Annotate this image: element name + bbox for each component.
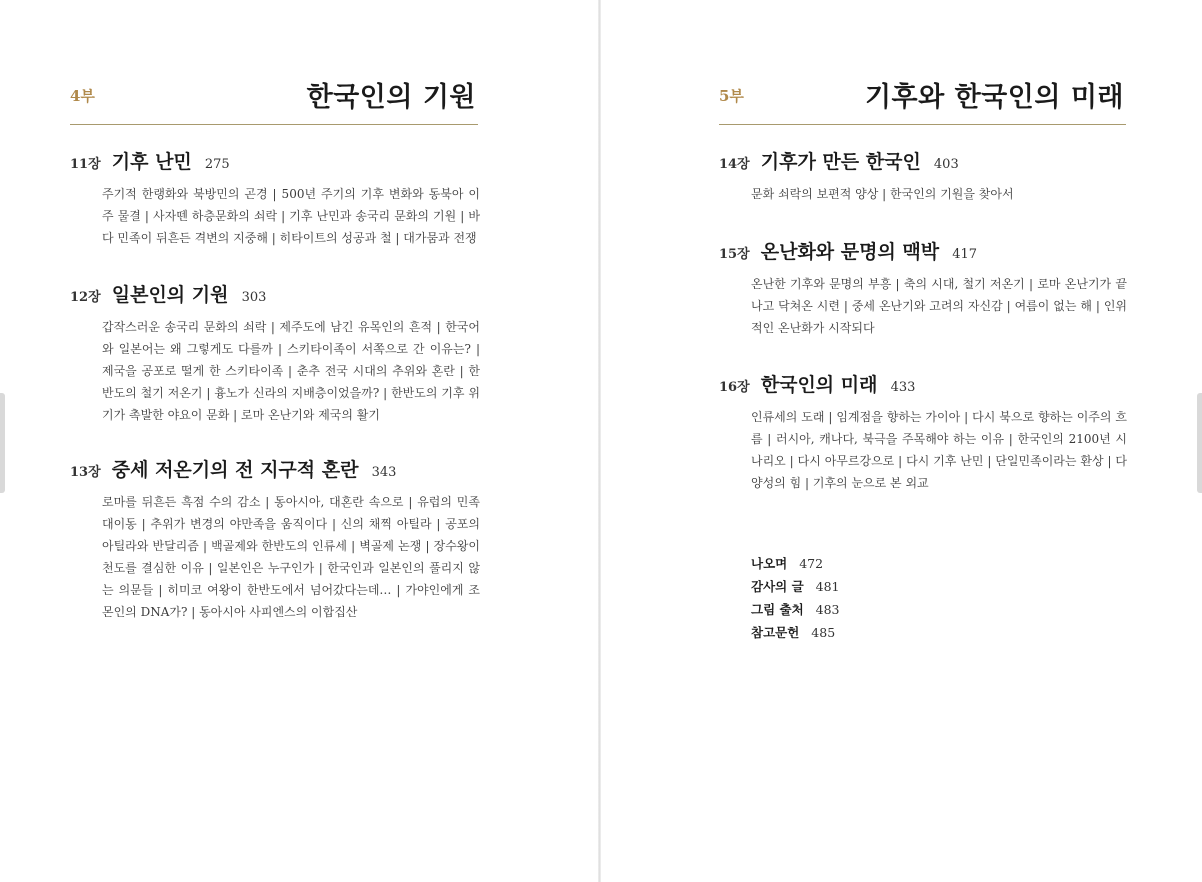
- backmatter-list: [751, 552, 840, 644]
- chapter-entry[interactable]: [70, 283, 480, 426]
- chapter-entry[interactable]: [719, 150, 1127, 205]
- part-header: [70, 78, 478, 125]
- chapter-page-number: 417: [952, 247, 978, 262]
- chapter-sections: 로마를 뒤흔든 흑점 수의 감소 | 동아시아, 대혼란 속으로 | 유럽의 민족 대이동 | 추위가 변경의 야만족을 움직이다 | 신의 채찍 아틸라 | 공포의 아틸라와 반달리즘 | 백골제와 한반도의 인류세 | 벽골제 논쟁 | 장수왕이 천도를 결심한 이유 | 일본인은 누구인가 | 한국인과 일본인의 풀리지 않는 의문들 | 히미코 여왕이 한반도에서 넘어갔다는데… | 가야인에게 조몬인의 DNA가? | 동아시아 사피엔스의 이합집산: [102, 495, 480, 619]
- chapter-entry[interactable]: [719, 373, 1127, 494]
- chapter-sections: 갑작스러운 송국리 문화의 쇠락 | 제주도에 남긴 유목인의 흔적 | 한국어와 일본어는 왜 그렇게도 다를까 | 스키타이족이 서쪽으로 간 이유는? | 제국을 공포로 떨게 한 스키타이족 | 춘추 전국 시대의 추위와 혼란 | 한반도의 철기 저온기 | 흉노가 신라의 지배층이었을까? | 한반도의 기후 위기가 촉발한 야요이 문화 | 로마 온난기와 제국의 활기: [102, 320, 480, 422]
- previous-page-tab[interactable]: [0, 393, 5, 493]
- chapter-entry[interactable]: [70, 458, 480, 623]
- chapter-title: 온난화와 문명의 맥박: [760, 241, 940, 263]
- chapter-page-number: 303: [241, 290, 267, 305]
- chapter-number: 13장: [70, 465, 101, 480]
- backmatter-item[interactable]: [751, 575, 840, 598]
- chapter-page-number: 275: [204, 157, 230, 172]
- chapter-number: 15장: [719, 247, 750, 262]
- chapter-entry[interactable]: [70, 150, 480, 249]
- chapter-title: 중세 저온기의 전 지구적 혼란: [111, 459, 359, 481]
- part-title: 한국인의 기원: [306, 82, 476, 113]
- chapter-sections: 주기적 한랭화와 북방민의 곤경 | 500년 주기의 기후 변화와 동북아 이주 물결 | 사자뗀 하층문화의 쇠락 | 기후 난민과 송국리 문화의 기원 | 바다 민족이 뒤흔든 격변의 지중해 | 히타이트의 성공과 철 | 대가뭄과 전쟁: [102, 187, 480, 245]
- part-number: 4부: [70, 87, 95, 105]
- backmatter-label: 참고문헌: [751, 625, 800, 640]
- chapter-number: 14장: [719, 157, 750, 172]
- chapter-title: 기후 난민: [111, 151, 192, 173]
- part-title: 기후와 한국인의 미래: [864, 82, 1124, 113]
- backmatter-item[interactable]: [751, 621, 840, 644]
- backmatter-label: 나오며: [751, 556, 788, 571]
- backmatter-page-number: 481: [815, 579, 840, 594]
- backmatter-item[interactable]: [751, 552, 840, 575]
- left-page: [0, 0, 598, 882]
- backmatter-label: 감사의 글: [751, 579, 804, 594]
- backmatter-page-number: 483: [815, 602, 840, 617]
- chapter-number: 16장: [719, 380, 750, 395]
- chapter-sections: 문화 쇠락의 보편적 양상 | 한국인의 기원을 찾아서: [751, 187, 1014, 201]
- part-header: [719, 78, 1126, 125]
- chapter-page-number: 433: [890, 380, 916, 395]
- backmatter-item[interactable]: [751, 598, 840, 621]
- chapter-title: 한국인의 미래: [760, 374, 878, 396]
- backmatter-page-number: 472: [799, 556, 824, 571]
- chapter-title: 일본인의 기원: [111, 284, 229, 306]
- backmatter-label: 그림 출처: [751, 602, 804, 617]
- chapter-entry[interactable]: [719, 240, 1127, 339]
- chapter-page-number: 403: [933, 157, 959, 172]
- chapter-page-number: 343: [371, 465, 397, 480]
- chapter-title: 기후가 만든 한국인: [760, 151, 921, 173]
- backmatter-page-number: 485: [811, 625, 836, 640]
- chapter-number: 12장: [70, 290, 101, 305]
- part-number: 5부: [719, 87, 744, 105]
- chapter-number: 11장: [70, 157, 101, 172]
- chapter-sections: 온난한 기후와 문명의 부흥 | 축의 시대, 철기 저온기 | 로마 온난기가 끝나고 닥쳐온 시련 | 중세 온난기와 고려의 자신감 | 여름이 없는 해 | 인위적인 온난화가 시작되다: [751, 277, 1128, 335]
- next-page-tab[interactable]: [1197, 393, 1202, 493]
- chapter-sections: 인류세의 도래 | 임계점을 향하는 가이아 | 다시 북으로 향하는 이주의 흐름 | 러시아, 캐나다, 북극을 주목해야 하는 이유 | 한국인의 2100년 시나리오 | 다시 아무르강으로 | 다시 기후 난민 | 단일민족이라는 환상 | 다양성의 힘 | 기후의 눈으로 본 외교: [751, 410, 1127, 490]
- right-page: [601, 0, 1202, 882]
